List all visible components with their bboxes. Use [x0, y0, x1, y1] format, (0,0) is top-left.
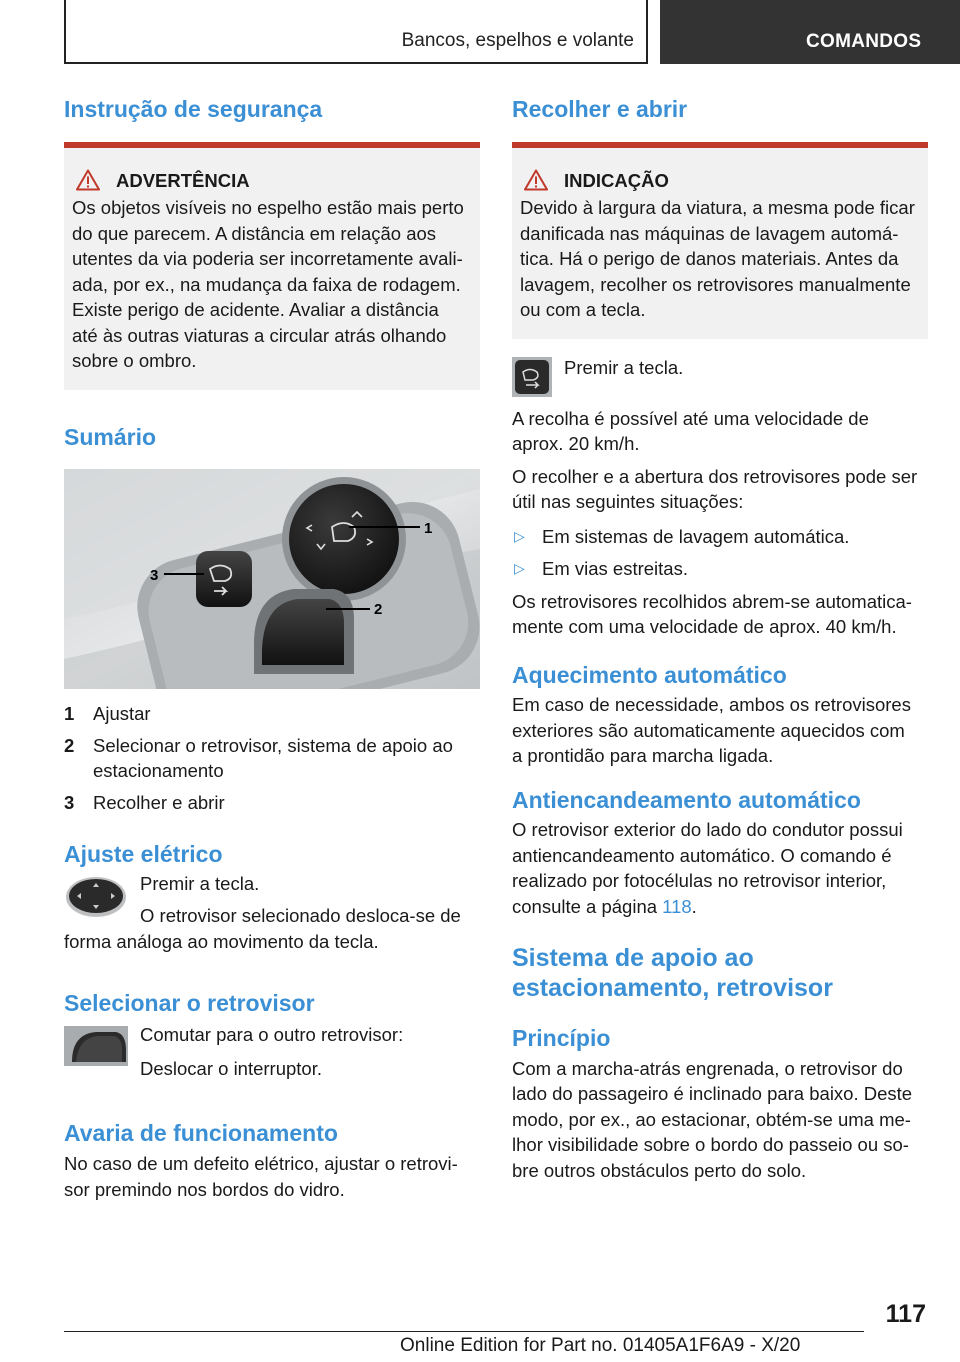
principle-line: lhor visibilidade sobre o bordo do passeio ou so-: [512, 1134, 909, 1156]
notice-box: [512, 148, 928, 339]
parking-heading: [512, 943, 928, 1003]
fold-speed-line: aprox. 20 km/h.: [512, 433, 640, 455]
select-mirror-instruction: Comutar para o outro retrovisor:: [140, 1023, 404, 1045]
legend-item: [64, 701, 480, 727]
fold-speed-text: [512, 406, 928, 457]
mirror-switch-icon: [64, 1026, 128, 1066]
select-mirror-text: [140, 1022, 403, 1082]
antidazzle-ref-prefix: consulte a página: [512, 895, 663, 917]
legend-text: Ajustar: [93, 703, 151, 725]
notice-text: [520, 195, 920, 323]
legend-number: 1: [64, 703, 75, 725]
heating-line: a prontidão para marcha ligada.: [512, 745, 774, 767]
legend-text: [93, 733, 453, 784]
notice-line: tica. Há o perigo de danos materiais. Antes da: [520, 248, 899, 270]
principle-line: Com a marcha-atrás engrenada, o retrovisor do: [512, 1057, 903, 1079]
header-chapter-box: [64, 0, 648, 64]
malfunction-line: sor premindo nos bordos do vidro.: [64, 1178, 345, 1200]
auto-open-line: Os retrovisores recolhidos abrem-se automatica-: [512, 590, 912, 612]
fold-use-text: [512, 464, 928, 515]
callout-2: 2: [374, 601, 383, 619]
principle-line: modo, por ex., ao estacionar, obtém-se uma me-: [512, 1108, 911, 1130]
notice-line: Devido à largura da viatura, a mesma pode ficar: [520, 197, 915, 219]
antidazzle-line: [512, 894, 928, 920]
four-way-button-icon: [64, 875, 128, 917]
antidazzle-ref-suffix: .: [691, 895, 697, 917]
summary-heading: Sumário: [64, 423, 157, 450]
right-column: [512, 96, 928, 1183]
footer-rule: [64, 1331, 864, 1332]
warning-line: utentes da via poderia ser incorretamente avali-: [72, 248, 463, 270]
select-mirror-row: [64, 1022, 480, 1082]
antidazzle-line: realizado por fotocélulas no retrovisor interior,: [512, 870, 887, 892]
fold-use-line: útil nas seguintes situações:: [512, 491, 744, 513]
header-section-tab[interactable]: [660, 0, 960, 64]
legend-text-line: Selecionar o retrovisor, sistema de apoio ao: [93, 734, 453, 756]
malfunction-line: No caso de um defeito elétrico, ajustar o retrovi-: [64, 1153, 458, 1175]
notice-label: INDICAÇÃO: [564, 169, 669, 191]
callout-1: 1: [424, 520, 433, 538]
electric-adjust-text: [140, 871, 461, 929]
principle-line: lado do passageiro é inclinado para baixo. Deste: [512, 1083, 913, 1105]
page-reference-link[interactable]: 118: [662, 895, 692, 917]
antidazzle-line: O retrovisor exterior do lado do condutor possui: [512, 819, 903, 841]
warning-line: sobre o ombro.: [72, 350, 197, 372]
mirror-controls-photo: [64, 469, 480, 689]
notice-line: danificada nas máquinas de lavagem automá-: [520, 222, 899, 244]
select-mirror-heading: Selecionar o retrovisor: [64, 990, 315, 1017]
warning-text: [72, 195, 472, 374]
legend-number: 2: [64, 734, 75, 756]
edition-footer: Online Edition for Part no. 01405A1F6A9 - X/20: [400, 1335, 801, 1356]
fold-button-row: [512, 355, 928, 397]
bullet-item: [512, 556, 928, 582]
antidazzle-text: [512, 817, 928, 919]
fold-button-icon: [512, 357, 552, 397]
fold-speed-line: A recolha é possível até uma velocidade de: [512, 407, 869, 429]
warning-line: Os objetos visíveis no espelho estão mais perto: [72, 197, 464, 219]
select-mirror-action: Deslocar o interruptor.: [140, 1058, 323, 1080]
notice-triangle-icon: [524, 169, 548, 191]
electric-adjust-row: [64, 871, 480, 929]
heating-line: exteriores são automaticamente aquecidos com: [512, 719, 905, 741]
parking-heading-line: Sistema de apoio ao: [512, 944, 754, 973]
warning-line: até às outras viaturas a circular atrás olhando: [72, 324, 447, 346]
heating-line: Em caso de necessidade, ambos os retrovisores: [512, 694, 911, 716]
heating-text: [512, 692, 928, 769]
electric-adjust-desc-line: forma análoga ao movimento da tecla.: [64, 930, 379, 952]
legend-item: [64, 733, 480, 784]
parking-heading-line: estacionamento, retrovisor: [512, 974, 833, 1003]
notice-line: lavagem, recolher os retrovisores manualmente: [520, 273, 911, 295]
notice-line: ou com a tecla.: [520, 299, 646, 321]
principle-heading: Princípio: [512, 1025, 611, 1052]
warning-label: ADVERTÊNCIA: [116, 169, 250, 191]
warning-triangle-icon: [76, 169, 100, 191]
legend-text: Recolher e abrir: [93, 791, 225, 813]
auto-open-line: mente com uma velocidade de aprox. 40 km/h.: [512, 616, 897, 638]
bullet-text: Em sistemas de lavagem automática.: [542, 525, 850, 547]
principle-text: [512, 1056, 928, 1184]
warning-line: ada, por ex., na mudança da faixa de rodagem.: [72, 273, 461, 295]
callout-3: 3: [150, 567, 159, 585]
bullet-text: Em vias estreitas.: [542, 558, 688, 580]
fold-use-line: O recolher e a abertura dos retrovisores pode ser: [512, 465, 918, 487]
electric-adjust-desc-line: O retrovisor selecionado desloca-se de: [140, 905, 461, 927]
left-column: [64, 96, 480, 1202]
fold-instruction: Premir a tecla.: [564, 356, 684, 378]
antidazzle-line: antiencandeamento automático. O comando é: [512, 844, 892, 866]
bullet-triangle-icon: ▷: [514, 560, 525, 577]
warning-line: do que parecem. A distância em relação aos: [72, 222, 437, 244]
electric-adjust-instruction: Premir a tecla.: [140, 872, 260, 894]
notice-header: [522, 168, 920, 194]
antidazzle-heading: Antiencandeamento automático: [512, 786, 861, 813]
heating-heading: Aquecimento automático: [512, 661, 787, 688]
bullet-item: [512, 524, 928, 550]
electric-adjust-heading: Ajuste elétrico: [64, 841, 223, 868]
page-number: 117: [885, 1300, 926, 1328]
legend-list: [64, 701, 480, 815]
legend-text-line: estacionamento: [93, 760, 224, 782]
auto-open-text: [512, 589, 928, 640]
safety-heading: Instrução de segurança: [64, 96, 323, 122]
principle-line: bre outros obstáculos perto do solo.: [512, 1159, 807, 1181]
chapter-title: Bancos, espelhos e volante: [401, 30, 634, 51]
warning-line: Existe perigo de acidente. Avaliar a distância: [72, 299, 439, 321]
legend-item: [64, 790, 480, 816]
section-title: COMANDOS: [806, 31, 922, 52]
legend-number: 3: [64, 791, 75, 813]
warning-header: [74, 168, 472, 194]
warning-box: [64, 148, 480, 390]
malfunction-text: [64, 1151, 480, 1202]
fold-heading: Recolher e abrir: [512, 96, 688, 122]
bullet-triangle-icon: ▷: [514, 527, 525, 544]
malfunction-heading: Avaria de funcionamento: [64, 1119, 338, 1146]
